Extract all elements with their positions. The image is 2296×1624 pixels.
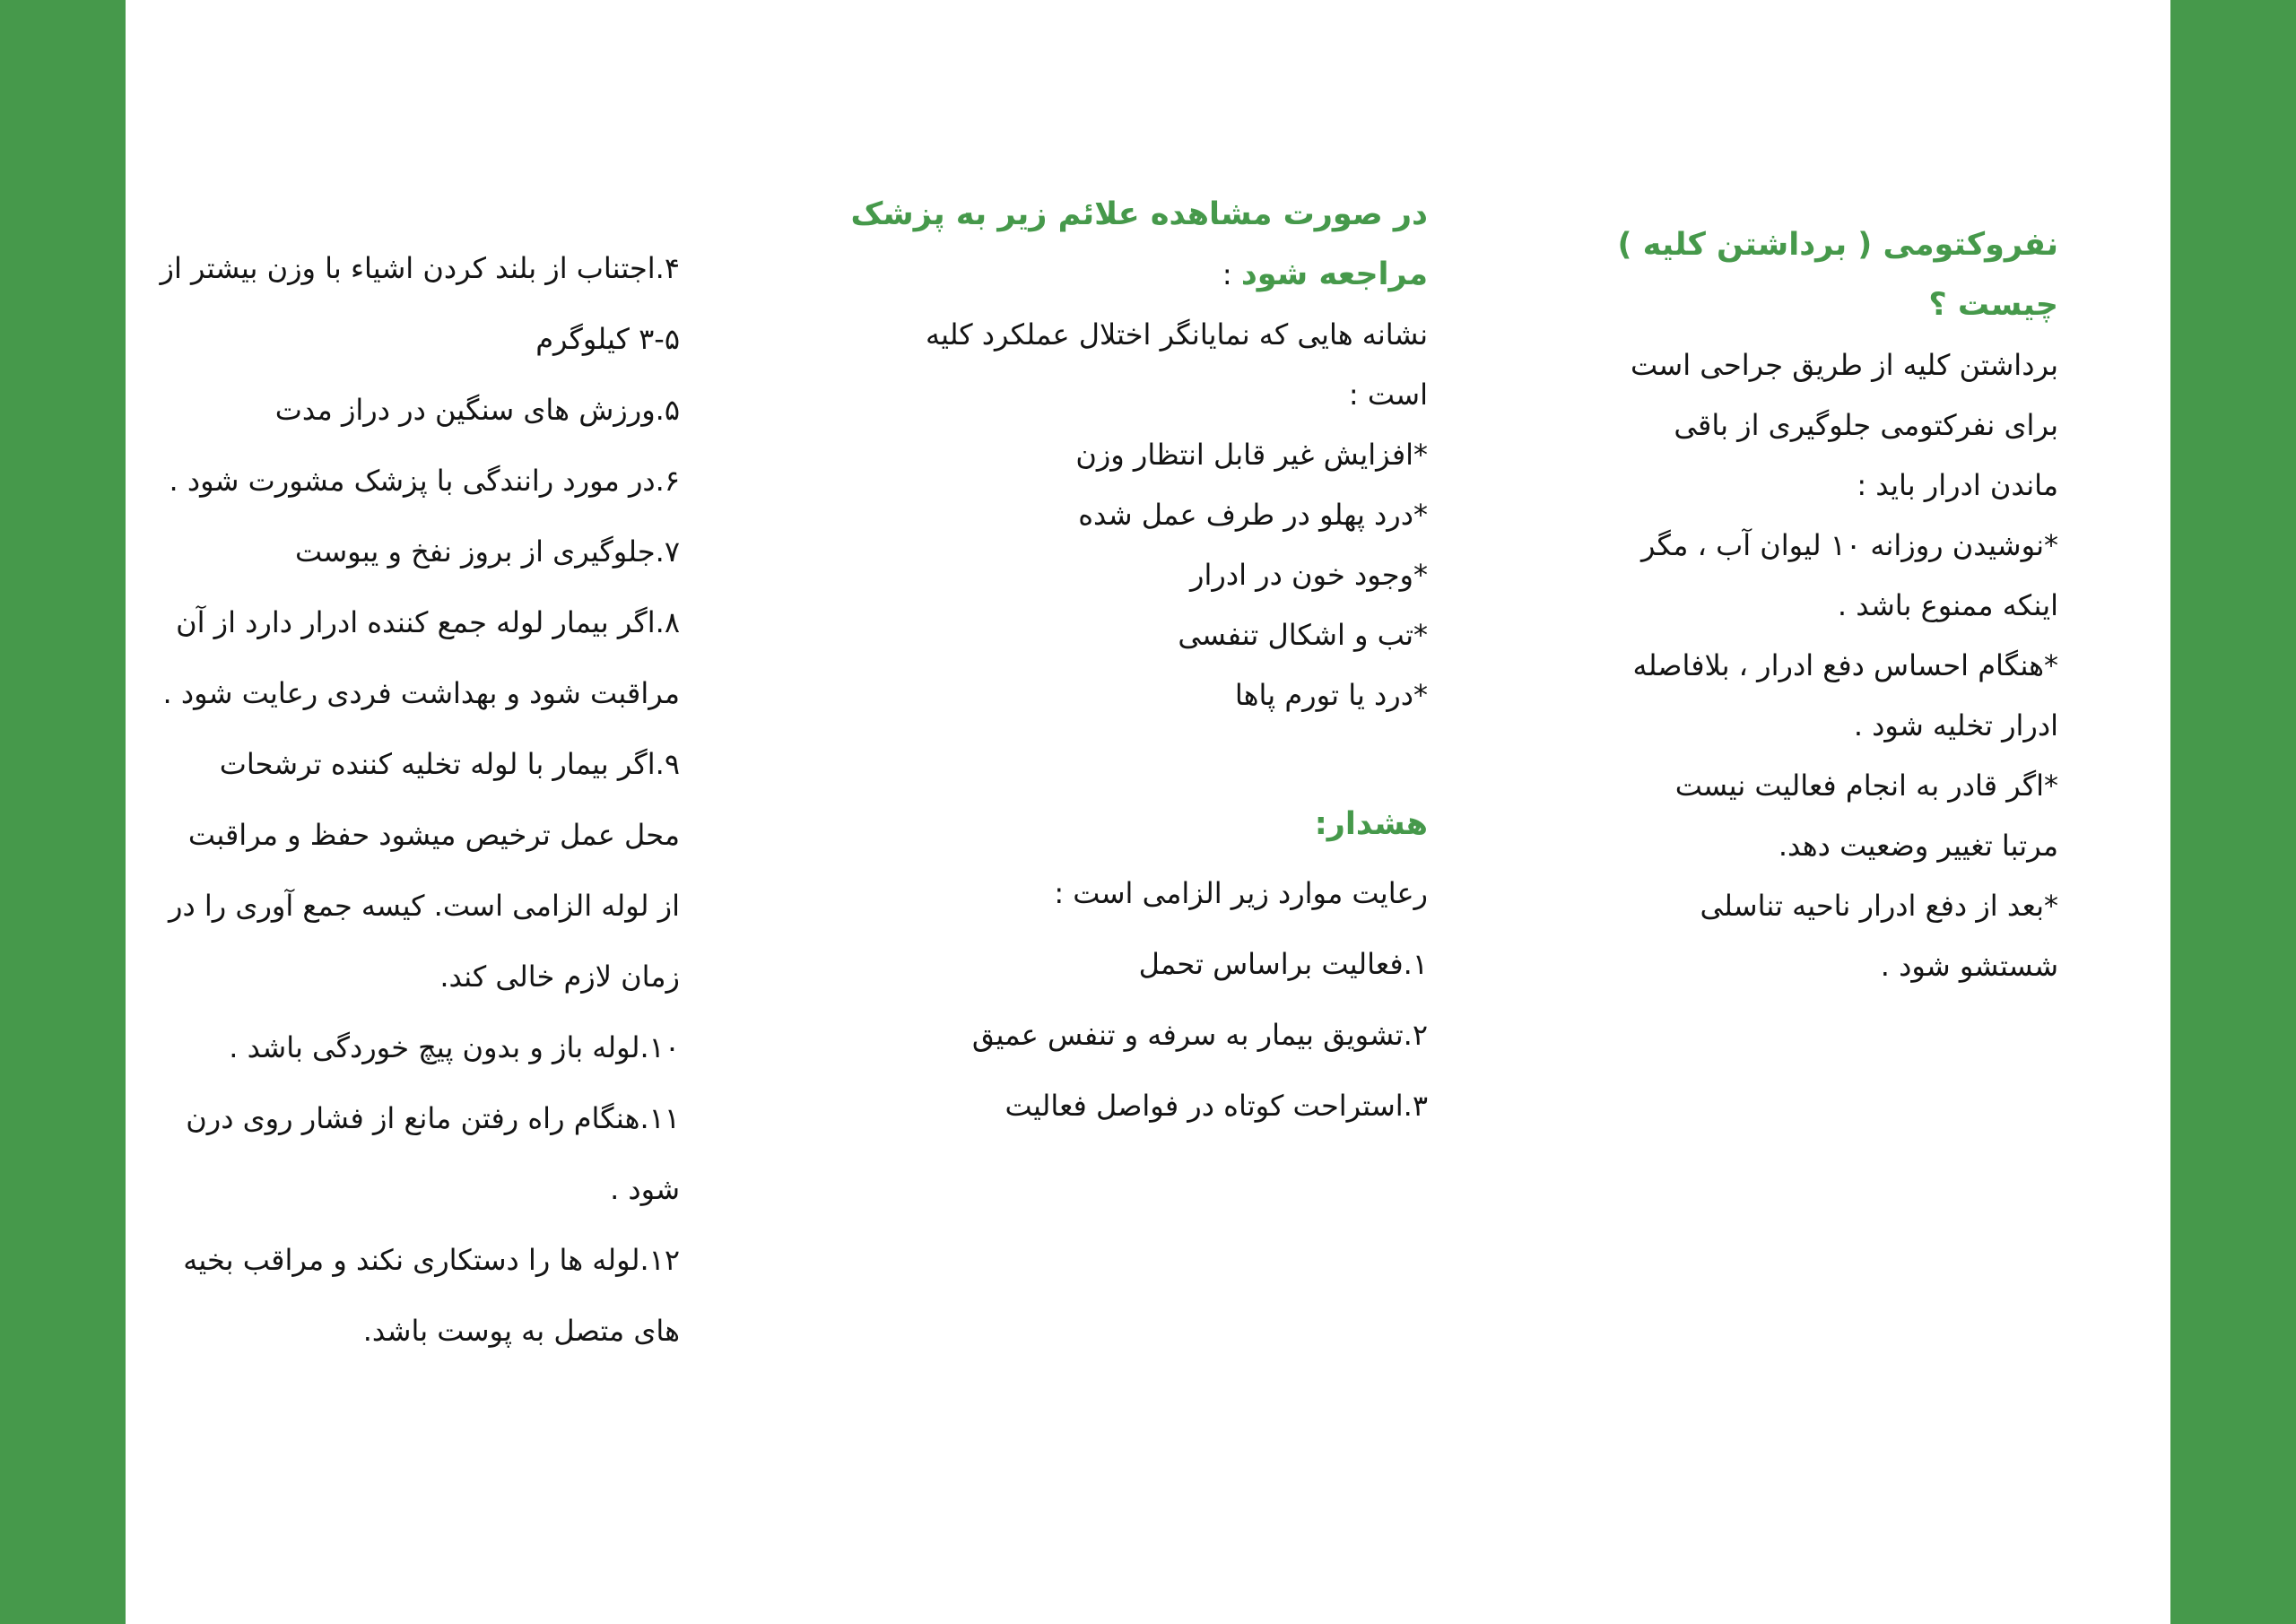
panel-left-line: ۸.اگر بیمار لوله جمع کننده ادرار دارد از آن: [176, 605, 680, 639]
panel-left-line: شود .: [610, 1172, 680, 1206]
panel-right-line: شستشو شود .: [1880, 949, 2058, 983]
panel-left-line: ۱۲.لوله ها را دستکاری نکند و مراقب بخیه: [183, 1243, 680, 1277]
panel-middle-heading-line-2: مراجعه شود: [1240, 256, 1428, 292]
panel-middle-heading-line-2-row: [854, 245, 1428, 305]
panel-left-line: ۱۰.لوله باز و بدون پیچ خوردگی باشد .: [229, 1030, 680, 1064]
panel-middle-line: *درد یا تورم پاها: [1234, 678, 1428, 712]
panel-left-line: ۹.اگر بیمار با لوله تخلیه کننده ترشحات: [219, 747, 680, 781]
panel-right-line: برداشتن کلیه از طریق جراحی است: [1631, 348, 2058, 382]
panel-middle-heading-line-1: در صورت مشاهده علائم زیر به پزشک: [850, 196, 1428, 232]
panel-right-line: ماندن ادرار باید :: [1857, 468, 2058, 502]
panel-left-line: ۳-۵ کیلوگرم: [535, 322, 680, 356]
warning-intro: رعایت موارد زیر الزامی است :: [1054, 876, 1428, 910]
panel-right-line: *اگر قادر به انجام فعالیت نیست: [1674, 769, 2058, 803]
panel-right-heading-line-1: نفروکتومی ( برداشتن کلیه ): [1617, 227, 2058, 263]
panel-left-line: محل عمل ترخیص میشود حفظ و مراقبت: [187, 818, 680, 852]
panel-left-line: مراقبت شود و بهداشت فردی رعایت شود .: [162, 676, 680, 710]
panel-right: [1592, 215, 2058, 996]
panel-left-line: از لوله الزامی است. کیسه جمع آوری را در: [169, 889, 680, 923]
panel-middle-line: *وجود خون در ادرار: [1190, 558, 1428, 592]
panel-middle-line: است :: [1348, 378, 1428, 412]
panel-right-line: ادرار تخلیه شود .: [1853, 708, 2058, 743]
panel-right-line: اینکه ممنوع باشد .: [1837, 588, 2058, 622]
warning-item: ۳.استراحت کوتاه در فواصل فعالیت: [1004, 1089, 1428, 1123]
warning-rules: [854, 858, 1428, 1142]
right-green-band: [2170, 0, 2296, 1624]
panel-left: [160, 233, 680, 1367]
panel-middle-line: *افزایش غیر قابل انتظار وزن: [1075, 438, 1428, 472]
panel-left-line: ۱۱.هنگام راه رفتن مانع از فشار روی درن: [186, 1101, 680, 1135]
panel-right-line: *هنگام احساس دفع ادرار ، بلافاصله: [1632, 648, 2058, 682]
panel-right-line: برای نفرکتومی جلوگیری از باقی: [1674, 408, 2058, 442]
panel-right-line: مرتبا تغییر وضعیت دهد.: [1778, 829, 2058, 863]
panel-middle-line: نشانه هایی که نمایانگر اختلال عملکرد کلیه: [925, 317, 1428, 352]
panel-middle-line: *تب و اشکال تنفسی: [1178, 618, 1428, 652]
panel-left-line: زمان لازم خالی کند.: [439, 960, 680, 994]
panel-middle-heading-suffix: :: [1222, 257, 1241, 291]
warning-item: ۱.فعالیت براساس تحمل: [1138, 947, 1428, 981]
left-green-band: [0, 0, 126, 1624]
panel-right-line: *بعد از دفع ادرار ناحیه تناسلی: [1700, 889, 2058, 923]
warning-item: ۲.تشویق بیمار به سرفه و تنفس عمیق: [971, 1018, 1428, 1052]
panel-right-line: *نوشیدن روزانه ۱۰ لیوان آب ، مگر: [1640, 528, 2058, 562]
warning-heading: هشدار:: [1314, 806, 1428, 842]
panel-left-line: ۴.اجتناب از بلند کردن اشیاء با وزن بیشتر از: [160, 251, 680, 285]
panel-left-line: ۵.ورزش های سنگین در دراز مدت: [274, 393, 680, 427]
panel-middle: [850, 185, 1428, 1142]
panel-left-line: ۶.در مورد رانندگی با پزشک مشورت شود .: [169, 464, 680, 498]
panel-left-line: ۷.جلوگیری از بروز نفخ و یبوست: [294, 534, 680, 569]
panel-right-heading-line-2: چیست ؟: [1928, 287, 2058, 323]
panel-left-line: های متصل به پوست باشد.: [362, 1314, 680, 1348]
panel-middle-line: *درد پهلو در طرف عمل شده: [1078, 498, 1428, 532]
panel-middle-spacer: [854, 725, 1428, 790]
